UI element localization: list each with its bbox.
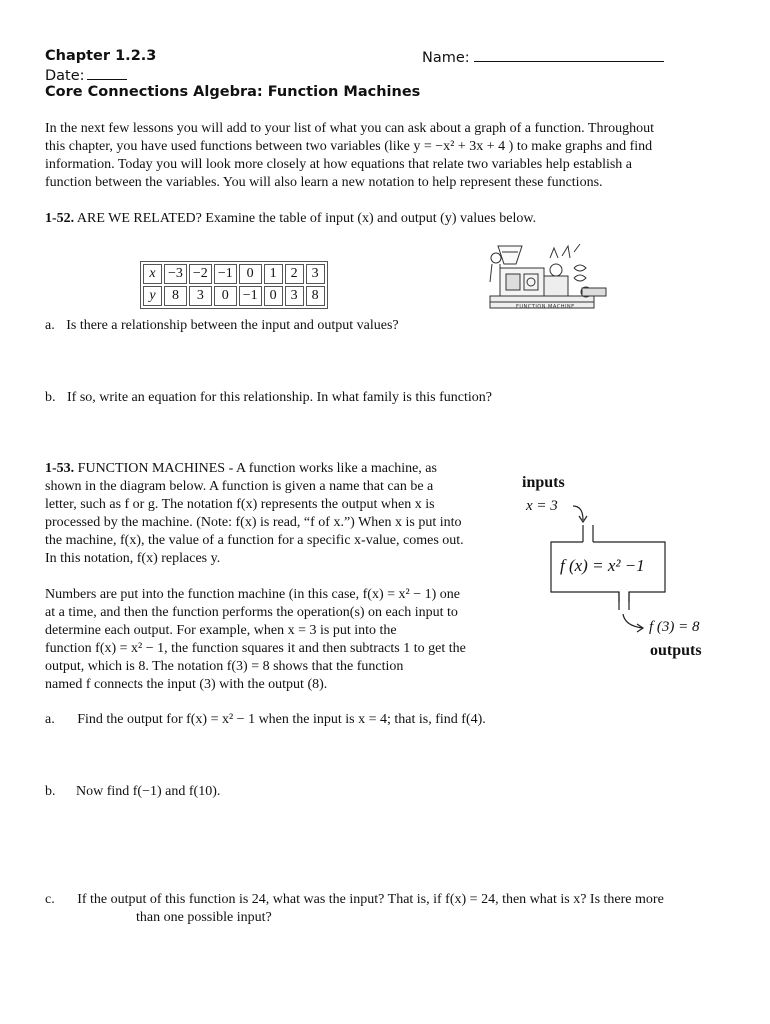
part-c-text-continued: than one possible input? [136, 910, 272, 925]
part-label: a. [45, 712, 55, 727]
problem-53-line: named f connects the input (3) with the output (8). [45, 677, 328, 692]
machine-caption: FUNCTION MACHINE [516, 304, 575, 310]
part-label: c. [45, 892, 55, 907]
part-c-line [45, 891, 664, 909]
table-cell: 2 [285, 264, 304, 284]
date-blank[interactable] [87, 65, 127, 80]
function-machine-diagram [515, 470, 720, 670]
part-a-text: Is there a relationship between the input and output values? [66, 318, 399, 333]
outputs-label: outputs [650, 642, 702, 659]
intro-paragraph [45, 120, 725, 192]
chapter-label: Chapter 1.2.3 [45, 48, 157, 64]
problem-52-prompt [45, 210, 536, 228]
problem-53-line: at a time, and then the function performs the operation(s) on each input to [45, 605, 458, 620]
part-b-text: If so, write an equation for this relationship. In what family is this function? [67, 390, 492, 405]
function-machine-illustration [486, 238, 612, 314]
part-b-text: Now find f(−1) and f(10). [76, 784, 221, 799]
part-c-text: If the output of this function is 24, what was the input? That is, if f(x) = 24, then what is x? Is there more [77, 892, 664, 907]
problem-53-part-a [45, 711, 486, 729]
problem-53-line: shown in the diagram below. A function is given a name that can be a [45, 479, 434, 494]
problem-53-line: function f(x) = x² − 1, the function squares it and then subtracts 1 to get the [45, 641, 466, 656]
problem-53-line: In this notation, f(x) replaces y. [45, 551, 221, 566]
table-cell: 0 [264, 286, 283, 306]
problem-53-line [45, 460, 515, 478]
function-rule: f (x) = x² −1 [560, 556, 645, 575]
name-blank[interactable] [474, 47, 664, 62]
name-field [422, 47, 664, 67]
problem-53-line: the machine, f(x), the value of a function for a specific x-value, comes out. [45, 533, 464, 548]
problem-53-part-b [45, 783, 220, 801]
part-a-text: Find the output for f(x) = x² − 1 when the input is x = 4; that is, find f(4). [77, 712, 486, 727]
page-title: Core Connections Algebra: Function Machines [45, 84, 421, 100]
problem-53-line: output, which is 8. The notation f(3) = 8 shows that the function [45, 659, 404, 674]
table-cell: 8 [306, 286, 325, 306]
intro-line: information. Today you will look more closely at how equations that relate two variables help establish a [45, 157, 633, 172]
table-cell: −1 [214, 264, 237, 284]
machine-cartoon-icon [486, 238, 612, 314]
intro-line: function between the variables. You will also learn a new notation to help represent these functions. [45, 175, 603, 190]
table-header-x: x [143, 264, 162, 284]
problem-53-text: FUNCTION MACHINES - A function works like a machine, as [77, 461, 437, 476]
problem-53-line: processed by the machine. (Note: f(x) is read, “f of x.”) When x is put into [45, 515, 462, 530]
date-field [45, 65, 127, 85]
problem-52-part-b [45, 389, 492, 407]
problem-52-text: ARE WE RELATED? Examine the table of input (x) and output (y) values below. [76, 211, 537, 226]
part-label: b. [45, 784, 56, 799]
table-header-y: y [143, 286, 162, 306]
table-cell: −2 [189, 264, 212, 284]
name-label: Name: [422, 50, 470, 66]
input-value: x = 3 [526, 498, 558, 514]
table-row [143, 264, 325, 284]
problem-53-line: determine each output. For example, when x = 3 is put into the [45, 623, 397, 638]
io-table-container [140, 261, 328, 309]
table-cell: −1 [239, 286, 262, 306]
problem-53-description [45, 460, 515, 694]
problem-number: 1-52. [45, 211, 75, 226]
part-label: a. [45, 318, 55, 333]
io-table [140, 261, 328, 309]
table-cell: 1 [264, 264, 283, 284]
date-label: Date: [45, 68, 85, 84]
intro-line: this chapter, you have used functions between two variables (like y = −x² + 3x + 4 ) to make graphs and find [45, 139, 653, 154]
problem-53-line: Numbers are put into the function machine (in this case, f(x) = x² − 1) one [45, 587, 460, 602]
table-row [143, 286, 325, 306]
output-value: f (3) = 8 [649, 619, 700, 635]
table-cell: 3 [285, 286, 304, 306]
table-cell: −3 [164, 264, 187, 284]
inputs-label: inputs [522, 474, 565, 491]
problem-53-line: letter, such as f or g. The notation f(x) represents the output when x is [45, 497, 435, 512]
table-cell: 8 [164, 286, 187, 306]
table-cell: 3 [306, 264, 325, 284]
problem-number: 1-53. [45, 461, 75, 476]
problem-53-part-c [45, 891, 664, 927]
part-label: b. [45, 390, 56, 405]
table-cell: 0 [239, 264, 262, 284]
intro-line: In the next few lessons you will add to your list of what you can ask about a graph of a function. Throughout [45, 121, 655, 136]
problem-52-part-a [45, 317, 399, 335]
table-cell: 3 [189, 286, 212, 306]
table-cell: 0 [214, 286, 237, 306]
